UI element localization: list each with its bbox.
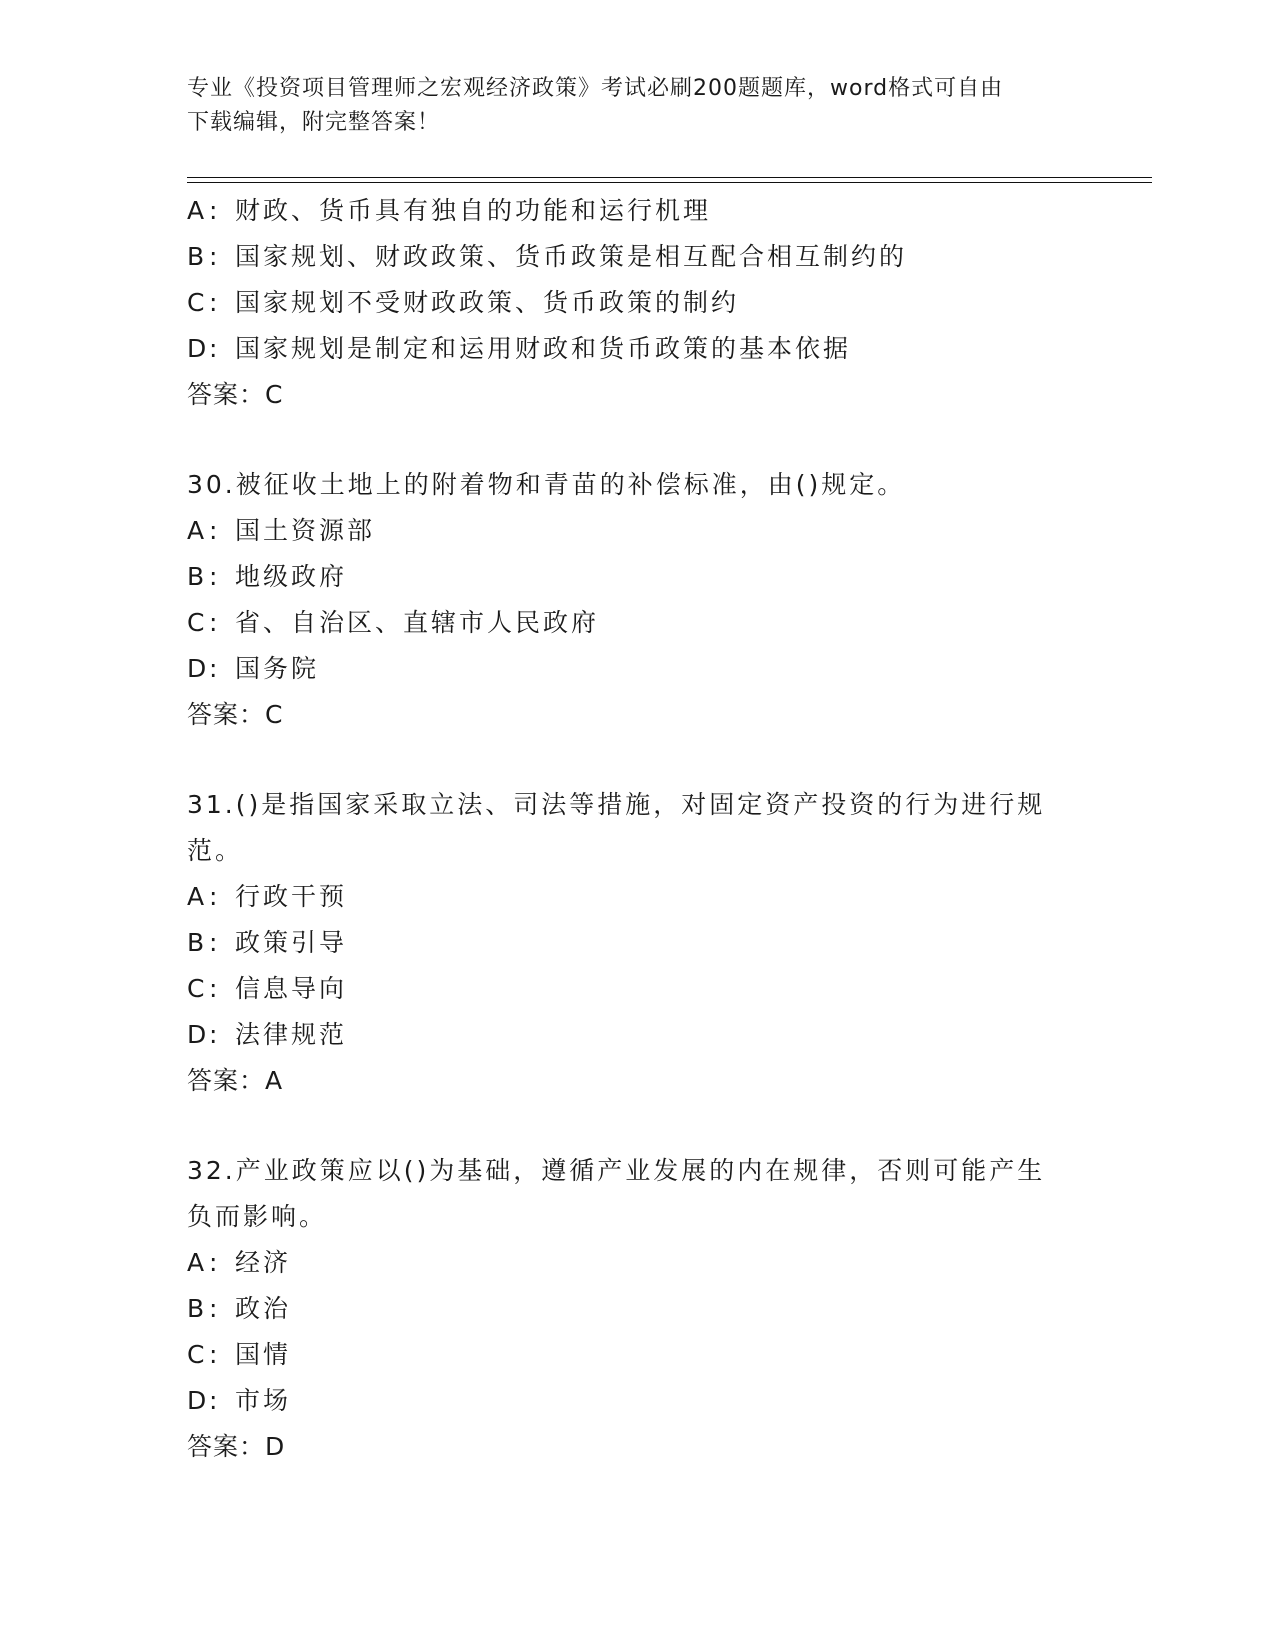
question-text: 30.被征收土地上的附着物和青苗的补偿标准，由()规定。 — [187, 470, 906, 499]
option-letter: C — [187, 974, 205, 1003]
question-text-line-2: 范。 — [187, 836, 244, 865]
option-b — [187, 920, 1087, 966]
header-divider-top — [187, 177, 1152, 178]
option-text: 政策引导 — [235, 928, 348, 957]
option-text: 市场 — [235, 1386, 292, 1415]
option-text: 财政、货币具有独自的功能和运行机理 — [235, 196, 712, 225]
answer-label: 答案： — [187, 1432, 266, 1461]
option-separator: : — [209, 242, 218, 271]
answer-line — [187, 1424, 1087, 1470]
option-separator: : — [209, 562, 218, 591]
option-text: 地级政府 — [235, 562, 348, 591]
option-text: 省、自治区、直辖市人民政府 — [235, 608, 600, 637]
question-text-line-1: 32.产业政策应以()为基础，遵循产业发展的内在规律，否则可能产生 — [187, 1156, 1046, 1185]
option-letter: B — [187, 242, 205, 271]
answer-value: C — [265, 380, 283, 409]
option-a — [187, 508, 1087, 554]
option-c — [187, 600, 1087, 646]
header-title-line-2: 下载编辑，附完整答案！ — [187, 110, 441, 135]
option-separator: : — [209, 516, 218, 545]
option-c — [187, 280, 1087, 326]
option-letter: B — [187, 928, 205, 957]
question-block-30 — [187, 462, 1087, 738]
question-list — [187, 188, 1087, 1470]
option-letter: C — [187, 288, 205, 317]
answer-value: A — [265, 1066, 283, 1095]
option-d — [187, 1012, 1087, 1058]
option-separator: : — [209, 608, 218, 637]
option-separator: : — [209, 882, 218, 911]
option-letter: D — [187, 1386, 207, 1415]
option-b — [187, 1286, 1087, 1332]
answer-line — [187, 692, 1087, 738]
question-text-line-1: 31.()是指国家采取立法、司法等措施，对固定资产投资的行为进行规 — [187, 790, 1046, 819]
option-separator: : — [209, 928, 218, 957]
option-separator: : — [209, 974, 218, 1003]
answer-value: D — [265, 1432, 285, 1461]
option-c — [187, 1332, 1087, 1378]
option-text: 信息导向 — [235, 974, 348, 1003]
option-b — [187, 554, 1087, 600]
option-letter: C — [187, 1340, 205, 1369]
answer-label: 答案： — [187, 1066, 266, 1095]
option-letter: B — [187, 1294, 205, 1323]
question-spacer — [187, 1104, 1087, 1148]
option-separator: : — [209, 654, 218, 683]
document-header — [187, 72, 1067, 140]
option-text: 国家规划是制定和运用财政和货币政策的基本依据 — [235, 334, 852, 363]
option-letter: D — [187, 654, 207, 683]
option-text: 行政干预 — [235, 882, 348, 911]
option-letter: D — [187, 1020, 207, 1049]
option-b — [187, 234, 1087, 280]
option-separator: : — [209, 1340, 218, 1369]
option-a — [187, 188, 1087, 234]
option-separator: : — [209, 1386, 218, 1415]
option-text: 国情 — [235, 1340, 292, 1369]
option-text: 国家规划不受财政政策、货币政策的制约 — [235, 288, 740, 317]
question-block-29 — [187, 188, 1087, 418]
question-block-32 — [187, 1148, 1087, 1470]
question-spacer — [187, 418, 1087, 462]
option-letter: A — [187, 196, 205, 225]
question-block-31 — [187, 782, 1087, 1104]
option-separator: : — [209, 1248, 218, 1277]
header-divider-bottom — [187, 182, 1152, 183]
option-letter: D — [187, 334, 207, 363]
answer-line — [187, 1058, 1087, 1104]
option-letter: A — [187, 882, 205, 911]
option-separator: : — [209, 1294, 218, 1323]
option-separator: : — [209, 196, 218, 225]
option-letter: B — [187, 562, 205, 591]
option-letter: C — [187, 608, 205, 637]
option-d — [187, 1378, 1087, 1424]
option-a — [187, 1240, 1087, 1286]
option-text: 经济 — [235, 1248, 292, 1277]
answer-label: 答案： — [187, 380, 266, 409]
option-text: 法律规范 — [235, 1020, 348, 1049]
question-text-line-2: 负而影响。 — [187, 1202, 328, 1231]
option-text: 政治 — [235, 1294, 292, 1323]
option-letter: A — [187, 516, 205, 545]
option-d — [187, 646, 1087, 692]
option-text: 国土资源部 — [235, 516, 376, 545]
option-separator: : — [209, 288, 218, 317]
header-title-line-1: 专业《投资项目管理师之宏观经济政策》考试必刷200题题库，word格式可自由 — [187, 76, 1004, 101]
question-spacer — [187, 738, 1087, 782]
answer-value: C — [265, 700, 283, 729]
answer-line — [187, 372, 1087, 418]
option-a — [187, 874, 1087, 920]
option-letter: A — [187, 1248, 205, 1277]
option-separator: : — [209, 1020, 218, 1049]
option-text: 国务院 — [235, 654, 320, 683]
option-c — [187, 966, 1087, 1012]
option-text: 国家规划、财政政策、货币政策是相互配合相互制约的 — [235, 242, 908, 271]
option-separator: : — [209, 334, 218, 363]
option-d — [187, 326, 1087, 372]
answer-label: 答案： — [187, 700, 266, 729]
